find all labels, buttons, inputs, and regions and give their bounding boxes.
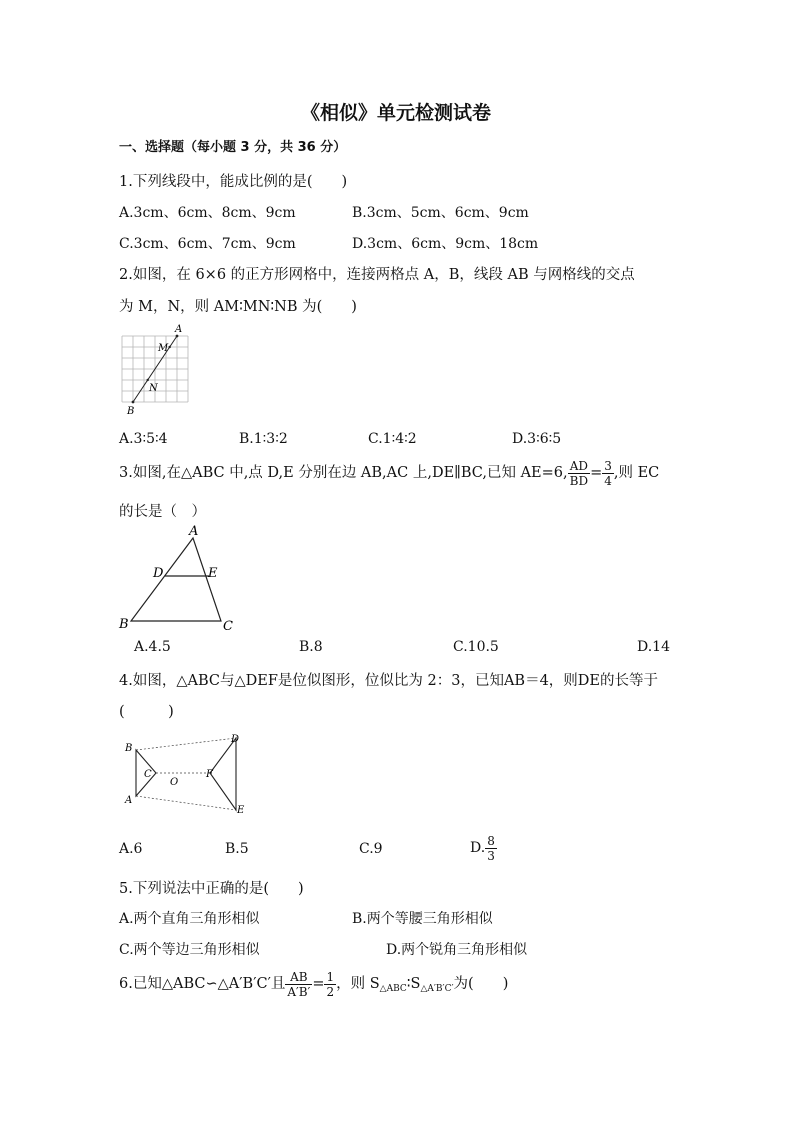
q3-option-a: A.4.5 [134, 639, 171, 655]
q2-option-c: C.1∶4∶2 [368, 431, 417, 447]
q4-label-c: C [144, 769, 152, 780]
q3-triangle-figure [114, 522, 244, 634]
q1-option-a: A.3cm、6cm、8cm、9cm [119, 205, 296, 221]
q2-label-a: A [175, 324, 183, 335]
q3-stem-line2: 的长是（ ） [119, 504, 206, 520]
q3-label-e: E [208, 566, 218, 581]
q3-fraction-3-4: $\frac{3}{4}$ [604, 458, 612, 488]
q5-option-b: B.两个等腰三角形相似 [352, 911, 493, 927]
q1-option-b: B.3cm、5cm、6cm、9cm [352, 205, 529, 221]
q2-grid-figure [112, 322, 202, 418]
q6-stem: 6.已知△ABC∽△A′B′C′且 $\frac{AB}{A'B'}$ = $\frac{1}{2}$ ，则 $S_{\triangle ABC}∶S_{\triangle A'B'C'}$为( ) [119, 969, 509, 999]
q3-label-c: C [223, 619, 233, 634]
q3-label-b: B [119, 617, 129, 632]
q1-option-d: D.3cm、6cm、9cm、18cm [352, 236, 539, 252]
q3-label-d: D [153, 566, 164, 581]
q4-fraction-8-3: $\frac{8}{3}$ [487, 833, 495, 863]
q2-option-d: D.3∶6∶5 [512, 431, 562, 447]
q2-option-b: B.1∶3∶2 [239, 431, 288, 447]
q1-stem: 1.下列线段中，能成比例的是( ) [119, 174, 348, 190]
page-title: 《相似》单元检测试卷 [301, 102, 492, 124]
q3-label-a: A [189, 524, 199, 539]
q3-stem-line1: 3.如图,在△ABC 中,点 D,E 分别在边 AB,AC 上,DE∥BC,已知 AE=6, $\frac{AD}{BD}$ = $\frac{3}{4}$ ,则 EC [119, 458, 660, 488]
q3-option-b: B.8 [299, 639, 323, 655]
q4-option-b: B.5 [225, 841, 249, 857]
q4-stem-line1: 4.如图，△ABC与△DEF是位似图形，位似比为 2：3，已知AB＝4，则DE的长等于 [119, 673, 659, 689]
q4-option-c: C.9 [359, 841, 383, 857]
q3-stem-post: ,则 EC [613, 465, 660, 481]
q5-option-d: D.两个锐角三角形相似 [386, 942, 528, 958]
q5-stem: 5.下列说法中正确的是( ) [119, 881, 304, 897]
q4-label-o: O [170, 777, 179, 788]
q2-label-b: B [127, 406, 135, 417]
q4-label-e: E [237, 805, 245, 816]
q4-label-a: A [125, 795, 133, 806]
q3-option-c: C.10.5 [453, 639, 499, 655]
q5-option-c: C.两个等边三角形相似 [119, 942, 260, 958]
q4-label-f: F [206, 769, 213, 780]
q6-fraction-ab: $\frac{AB}{A'B'}$ [287, 969, 311, 999]
q1-option-c: C.3cm、6cm、7cm、9cm [119, 236, 296, 252]
q2-label-m: M [158, 343, 169, 354]
q4-label-b: B [125, 743, 133, 754]
q4-option-a: A.6 [119, 841, 143, 857]
q4-triangle-def [210, 738, 236, 810]
q4-homothety-figure [118, 730, 258, 818]
section-heading: 一、选择题（每小题 3 分，共 36 分） [119, 140, 347, 155]
q4-label-d: D [231, 734, 240, 745]
q6-fraction-1-2: $\frac{1}{2}$ [326, 969, 335, 999]
q3-option-d: D.14 [637, 639, 670, 655]
q2-stem-line1: 2.如图，在 6×6 的正方形网格中，连接两格点 A，B，线段 AB 与网格线的交点 [119, 267, 635, 283]
q2-label-n: N [149, 383, 158, 394]
q2-stem-line2: 为 M，N，则 AM∶MN∶NB 为( ) [119, 299, 357, 315]
q4-stem-line2: ( ) [119, 704, 174, 720]
q2-option-a: A.3∶5∶4 [119, 431, 168, 447]
q3-stem-pre: 3.如图,在△ABC 中,点 D,E 分别在边 AB,AC 上,DE∥BC,已知 AE=6, [119, 465, 568, 481]
q3-fraction-ad-bd: $\frac{AD}{BD}$ [569, 458, 589, 488]
q5-option-a: A.两个直角三角形相似 [119, 911, 260, 927]
q4-option-d: D. $\frac{8}{3}$ [470, 833, 495, 863]
